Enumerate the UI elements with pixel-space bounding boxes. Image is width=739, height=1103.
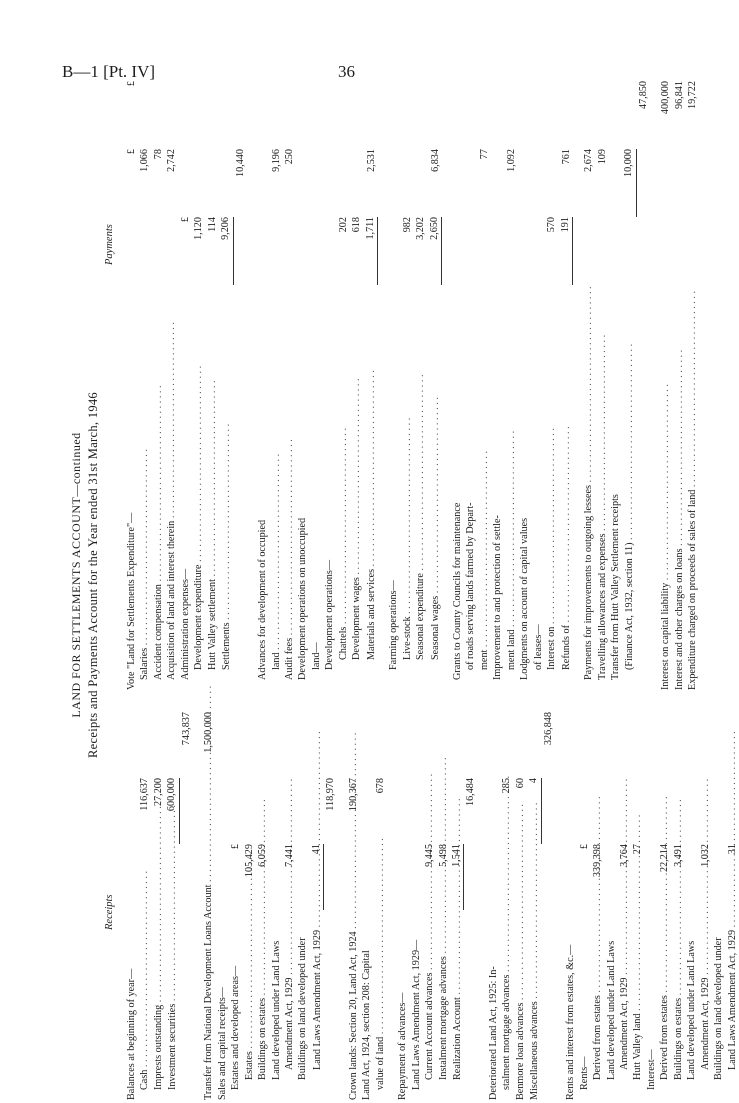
receipts-row [605, 698, 618, 1100]
receipts-row [229, 698, 242, 1100]
receipts-amount: 1,541 [450, 844, 464, 910]
payments-label: Grants to County Councils for maintenance [451, 502, 463, 680]
receipts-row [152, 698, 165, 1100]
payments-row [270, 50, 283, 690]
payments-amount: 2,674 [583, 149, 595, 172]
payments-amount: 10,440 [234, 149, 246, 178]
page-number: 36 [338, 62, 355, 81]
receipts-amount: 743,837 [180, 712, 192, 746]
receipts-row [125, 698, 138, 1100]
payments-label: Transfer from Hutt Valley Settlement receipts [609, 494, 621, 680]
receipts-label: Land Act, 1924, section 208: Capital [361, 950, 373, 1100]
receipts-row [396, 698, 409, 1100]
payments-row [505, 50, 518, 690]
receipts-row [360, 698, 373, 1100]
receipts-amount: 105,429 [243, 844, 255, 878]
receipts-amount: 326,848 [542, 712, 554, 746]
payments-row [559, 50, 573, 690]
receipts-row [216, 698, 229, 1100]
receipts-amount: 6,059 [257, 844, 269, 867]
payments-amount: 1,092 [505, 149, 517, 172]
receipts-row [180, 698, 193, 1100]
payments-row [387, 50, 400, 690]
receipts-label: Benmore loan advances . . . [514, 910, 527, 1100]
payments-label: Salaries . . . [138, 285, 151, 690]
receipts-row [527, 698, 541, 1100]
payments-row [478, 50, 491, 690]
receipts-label: Amendment Act, 1929 . . . [699, 910, 712, 1100]
receipts-row [542, 698, 555, 1100]
receipts-row [310, 698, 324, 1100]
receipts-row [374, 698, 387, 1100]
receipts-amount: 16,484 [465, 778, 477, 807]
receipts-amount: 3,764 [618, 844, 630, 867]
payments-amount: 9,206 [219, 217, 233, 285]
payments-row [401, 50, 414, 690]
payments-row [673, 50, 686, 690]
payments-side [125, 50, 700, 690]
receipts-label: Balances at beginning of year— [126, 968, 137, 1100]
receipts-label: Amendment Act, 1929 . . . [283, 910, 296, 1100]
receipts-row [437, 698, 450, 1100]
payments-label: Interest and other charges on loans . . . [673, 285, 686, 690]
payments-row [451, 50, 464, 690]
receipts-label: Cash . . . [138, 910, 151, 1100]
receipts-label: Buildings on land developed under [713, 937, 725, 1080]
payments-label: Accident compensation . . . [152, 285, 165, 690]
payments-row [219, 50, 233, 690]
payments-label: Chattels . . . [337, 285, 350, 690]
payments-label: Development expenditure . . . [192, 285, 205, 690]
receipts-row [618, 698, 631, 1100]
receipts-row [500, 698, 513, 1100]
payments-amount: 2,531 [365, 149, 377, 172]
payments-amount: 191 [559, 217, 573, 285]
receipts-label: Instalment mortgage advances . . . [437, 910, 450, 1100]
payments-row [491, 50, 504, 690]
payments-amount: 9,196 [270, 149, 282, 172]
receipts-label: Land developed under Land Laws [270, 940, 282, 1080]
receipts-label: Rents and interest from estates, &c.— [565, 944, 577, 1100]
payments-label: Development operations on unoccupied [297, 517, 309, 680]
receipts-label: Land Laws Amendment Act, 1929 . . . [726, 910, 739, 1100]
payments-row [622, 50, 636, 690]
receipts-label: Realization Account . . . [451, 910, 464, 1100]
payments-label: ment . . . [478, 285, 491, 690]
receipts-row [324, 698, 337, 1100]
receipts-label: Deteriorated Land Act, 1925: In- [487, 966, 499, 1100]
payments-amount: 1,066 [139, 149, 151, 172]
payments-row [337, 50, 350, 690]
receipts-amount: 27,200 [152, 778, 164, 807]
payments-amount: 1,711 [364, 217, 378, 285]
receipts-heading: Receipts [104, 894, 115, 930]
receipts-label: Crown lands: Section 20, Land Act, 1924 . . . [347, 910, 360, 1100]
payments-amount: 78 [152, 149, 164, 160]
receipts-label: Sales and capital receipts— [216, 987, 228, 1100]
receipts-row [243, 698, 256, 1100]
receipts-amount: 118,970 [325, 778, 337, 811]
receipts-amount: £ [578, 844, 590, 850]
receipts-label: Rents— [578, 1056, 590, 1090]
payments-label: of roads serving lands farmed by Depart- [465, 502, 477, 670]
payments-row [310, 50, 323, 690]
receipts-row [658, 698, 671, 1100]
account-title: LAND FOR SETTLEMENTS ACCOUNT—continued [69, 432, 83, 718]
payments-amount: £ [126, 149, 137, 155]
payments-amount: 400,000 [660, 81, 672, 115]
receipts-row [685, 698, 698, 1100]
payments-amount: 761 [560, 149, 572, 165]
payments-label: Expenditure charged on proceeds of sales of land . . . [686, 285, 699, 690]
payments-row [532, 50, 545, 690]
payments-amount: 109 [596, 149, 608, 165]
payments-amount: £ [126, 81, 137, 87]
receipts-label: Estates . . . [243, 910, 256, 1100]
receipts-row [270, 698, 283, 1100]
receipts-label: Buildings on estates . . . [256, 910, 269, 1100]
receipts-row [256, 698, 269, 1100]
receipts-amount: 22,214 [659, 844, 671, 873]
receipts-amount: 285 [501, 778, 513, 794]
payments-label: Materials and services . . . [365, 285, 378, 690]
receipts-row [347, 698, 360, 1100]
receipts-label: Miscellaneous advances . . . [528, 910, 541, 1100]
payments-row [659, 50, 672, 690]
payments-label: Seasonal wages . . . [429, 285, 442, 690]
payments-label: (Finance Act, 1932, section 11) . . . [623, 285, 636, 690]
payments-amount: 250 [283, 149, 295, 165]
receipts-row [514, 698, 527, 1100]
payments-label: Refunds of . . . [560, 285, 573, 690]
receipts-row [138, 698, 151, 1100]
payments-amount: 19,722 [687, 81, 699, 110]
payments-row [364, 50, 378, 690]
receipts-label: Buildings on land developed under [297, 937, 309, 1080]
receipts-amount: 60 [514, 778, 526, 789]
payments-row [165, 50, 178, 690]
payments-row [414, 50, 427, 690]
receipts-amount: 678 [374, 778, 386, 794]
payments-label: Hutt Valley settlement . . . [206, 285, 219, 690]
receipts-amount: 5,498 [437, 844, 449, 867]
receipts-label: Amendment Act, 1929 . . . [618, 910, 631, 1100]
payments-amount: 47,850 [637, 81, 649, 110]
payments-label: Farming operations— [388, 580, 400, 670]
receipts-label: Imprests outstanding . . . [152, 910, 165, 1100]
receipts-label: Buildings on estates . . . [672, 910, 685, 1100]
payments-label: Vote "Land for Settlements Expenditure"— [126, 512, 137, 690]
receipts-label: Hutt Valley land . . . [631, 910, 644, 1100]
receipts-label: Derived from estates . . . [658, 910, 671, 1100]
receipts-amount: 7,441 [283, 844, 295, 867]
payments-amount: 202 [337, 217, 349, 233]
payments-row [192, 50, 205, 690]
payments-amount: 2,650 [428, 217, 442, 285]
receipts-amount: 190,367 [347, 778, 359, 812]
payments-label: Travelling allowances and expenses . . . [596, 285, 609, 690]
payments-row [596, 50, 609, 690]
payments-label: Interest on . . . [545, 285, 558, 690]
payments-label: ment land . . . [505, 285, 518, 690]
receipts-row [450, 698, 464, 1100]
receipts-row [423, 698, 436, 1100]
receipts-amount: 116,637 [139, 778, 151, 811]
payments-row [686, 50, 699, 690]
receipts-amount: 41 [310, 844, 324, 910]
payments-amount: 3,202 [415, 217, 427, 240]
payments-label: Audit fees . . . [283, 285, 296, 690]
receipts-label: value of land . . . [374, 910, 387, 1100]
payments-label: land— [310, 642, 322, 670]
payments-amount: 96,841 [673, 81, 685, 110]
payments-label: land . . . [270, 285, 283, 690]
rotated-account-table [69, 50, 738, 1100]
receipts-row [487, 698, 500, 1100]
payments-amount: 982 [401, 217, 413, 233]
payments-amount: 2,742 [166, 149, 178, 172]
payments-row [350, 50, 363, 690]
receipts-amount: 3,491 [672, 844, 684, 867]
payments-heading: Payments [104, 224, 115, 265]
receipts-label: Investment securities . . . [166, 910, 179, 1100]
payments-row [464, 50, 477, 690]
payments-amount: 618 [351, 217, 363, 233]
payments-label: Seasonal expenditure . . . [414, 285, 427, 690]
payments-label: of leases— [532, 624, 544, 670]
receipts-row [464, 698, 477, 1100]
receipts-row [564, 698, 577, 1100]
receipts-row [283, 698, 296, 1100]
payments-label: Acquisition of land and interest therein . . . [165, 285, 178, 690]
receipts-side [125, 698, 739, 1100]
payments-label: Development operations— [324, 559, 336, 670]
payments-row [152, 50, 165, 690]
payments-label: Lodgments on account of capital values [519, 517, 531, 680]
payments-row [234, 50, 247, 690]
receipts-row [672, 698, 685, 1100]
receipts-label: stalment mortgage advances . . . [500, 910, 513, 1100]
statement-title: Receipts and Payments Account for the Year ended 31st March, 1946 [86, 392, 100, 758]
receipts-amount: 600,000 [165, 778, 179, 844]
receipts-label: Interest— [645, 1049, 657, 1090]
receipts-label: Derived from estates . . . [591, 910, 604, 1100]
payments-label: Interest on capital liability . . . [659, 285, 672, 690]
receipts-row [578, 698, 591, 1100]
payments-row [545, 50, 558, 690]
payments-row [428, 50, 442, 690]
receipts-amount: 27 [632, 844, 644, 855]
receipts-amount: 1,500,000 [203, 712, 215, 753]
receipts-row [591, 698, 604, 1100]
receipts-amount: 9,445 [424, 844, 436, 867]
payments-amount: 77 [478, 149, 490, 160]
receipts-row [712, 698, 725, 1100]
receipts-amount: 339,398 [592, 844, 604, 878]
receipts-row [410, 698, 423, 1100]
running-header-ref: B—1 [Pt. IV] [62, 62, 156, 81]
payments-row [283, 50, 296, 690]
receipts-row [165, 698, 179, 1100]
receipts-row [296, 698, 309, 1100]
payments-amount: £ [179, 217, 191, 223]
payments-row [609, 50, 622, 690]
payments-label: Development wages . . . [350, 285, 363, 690]
payments-amount: 114 [206, 217, 218, 232]
payments-label: Administration expenses— [179, 568, 191, 680]
payments-row [256, 50, 269, 690]
receipts-amount: 4 [527, 778, 541, 844]
receipts-label: Land Laws Amendment Act, 1929— [410, 939, 422, 1090]
payments-row [518, 50, 531, 690]
receipts-row [699, 698, 712, 1100]
receipts-label: Land Laws Amendment Act, 1929 . . . [311, 910, 324, 1100]
payments-amount: 570 [546, 217, 558, 233]
payments-row [296, 50, 309, 690]
receipts-label: Transfer from National Development Loans Account . . . [202, 910, 215, 1100]
payments-amount: 1,120 [193, 217, 205, 240]
payments-amount: 10,000 [622, 149, 636, 217]
receipts-row [631, 698, 644, 1100]
payments-row [125, 50, 138, 690]
receipts-row [645, 698, 658, 1100]
receipts-amount: £ [230, 844, 242, 850]
receipts-label: Land developed under Land Laws [686, 940, 698, 1080]
payments-label: Live-stock . . . [401, 285, 414, 690]
receipts-amount: 1,032 [699, 844, 711, 867]
payments-row [138, 50, 151, 690]
receipts-label: Repayment of advances— [397, 992, 409, 1100]
payments-amount: 6,834 [429, 149, 441, 172]
receipts-label: Land developed under Land Laws [605, 940, 617, 1080]
receipts-row [202, 698, 215, 1100]
payments-row [179, 50, 192, 690]
payments-row [206, 50, 219, 690]
payments-label: Payments for improvements to outgoing lessees . . . [582, 285, 595, 690]
payments-row [637, 50, 650, 690]
payments-row [582, 50, 595, 690]
payments-label: Advances for development of occupied [257, 519, 269, 680]
receipts-label: Current Account advances . . . [423, 910, 436, 1100]
payments-row [323, 50, 336, 690]
payments-label: Improvement to and protection of settle- [492, 515, 504, 680]
receipts-row [726, 698, 739, 1100]
receipts-label: Estates and developed areas— [230, 965, 242, 1090]
payments-label: Settlements . . . [220, 285, 233, 690]
receipts-amount: 31 [726, 844, 738, 855]
